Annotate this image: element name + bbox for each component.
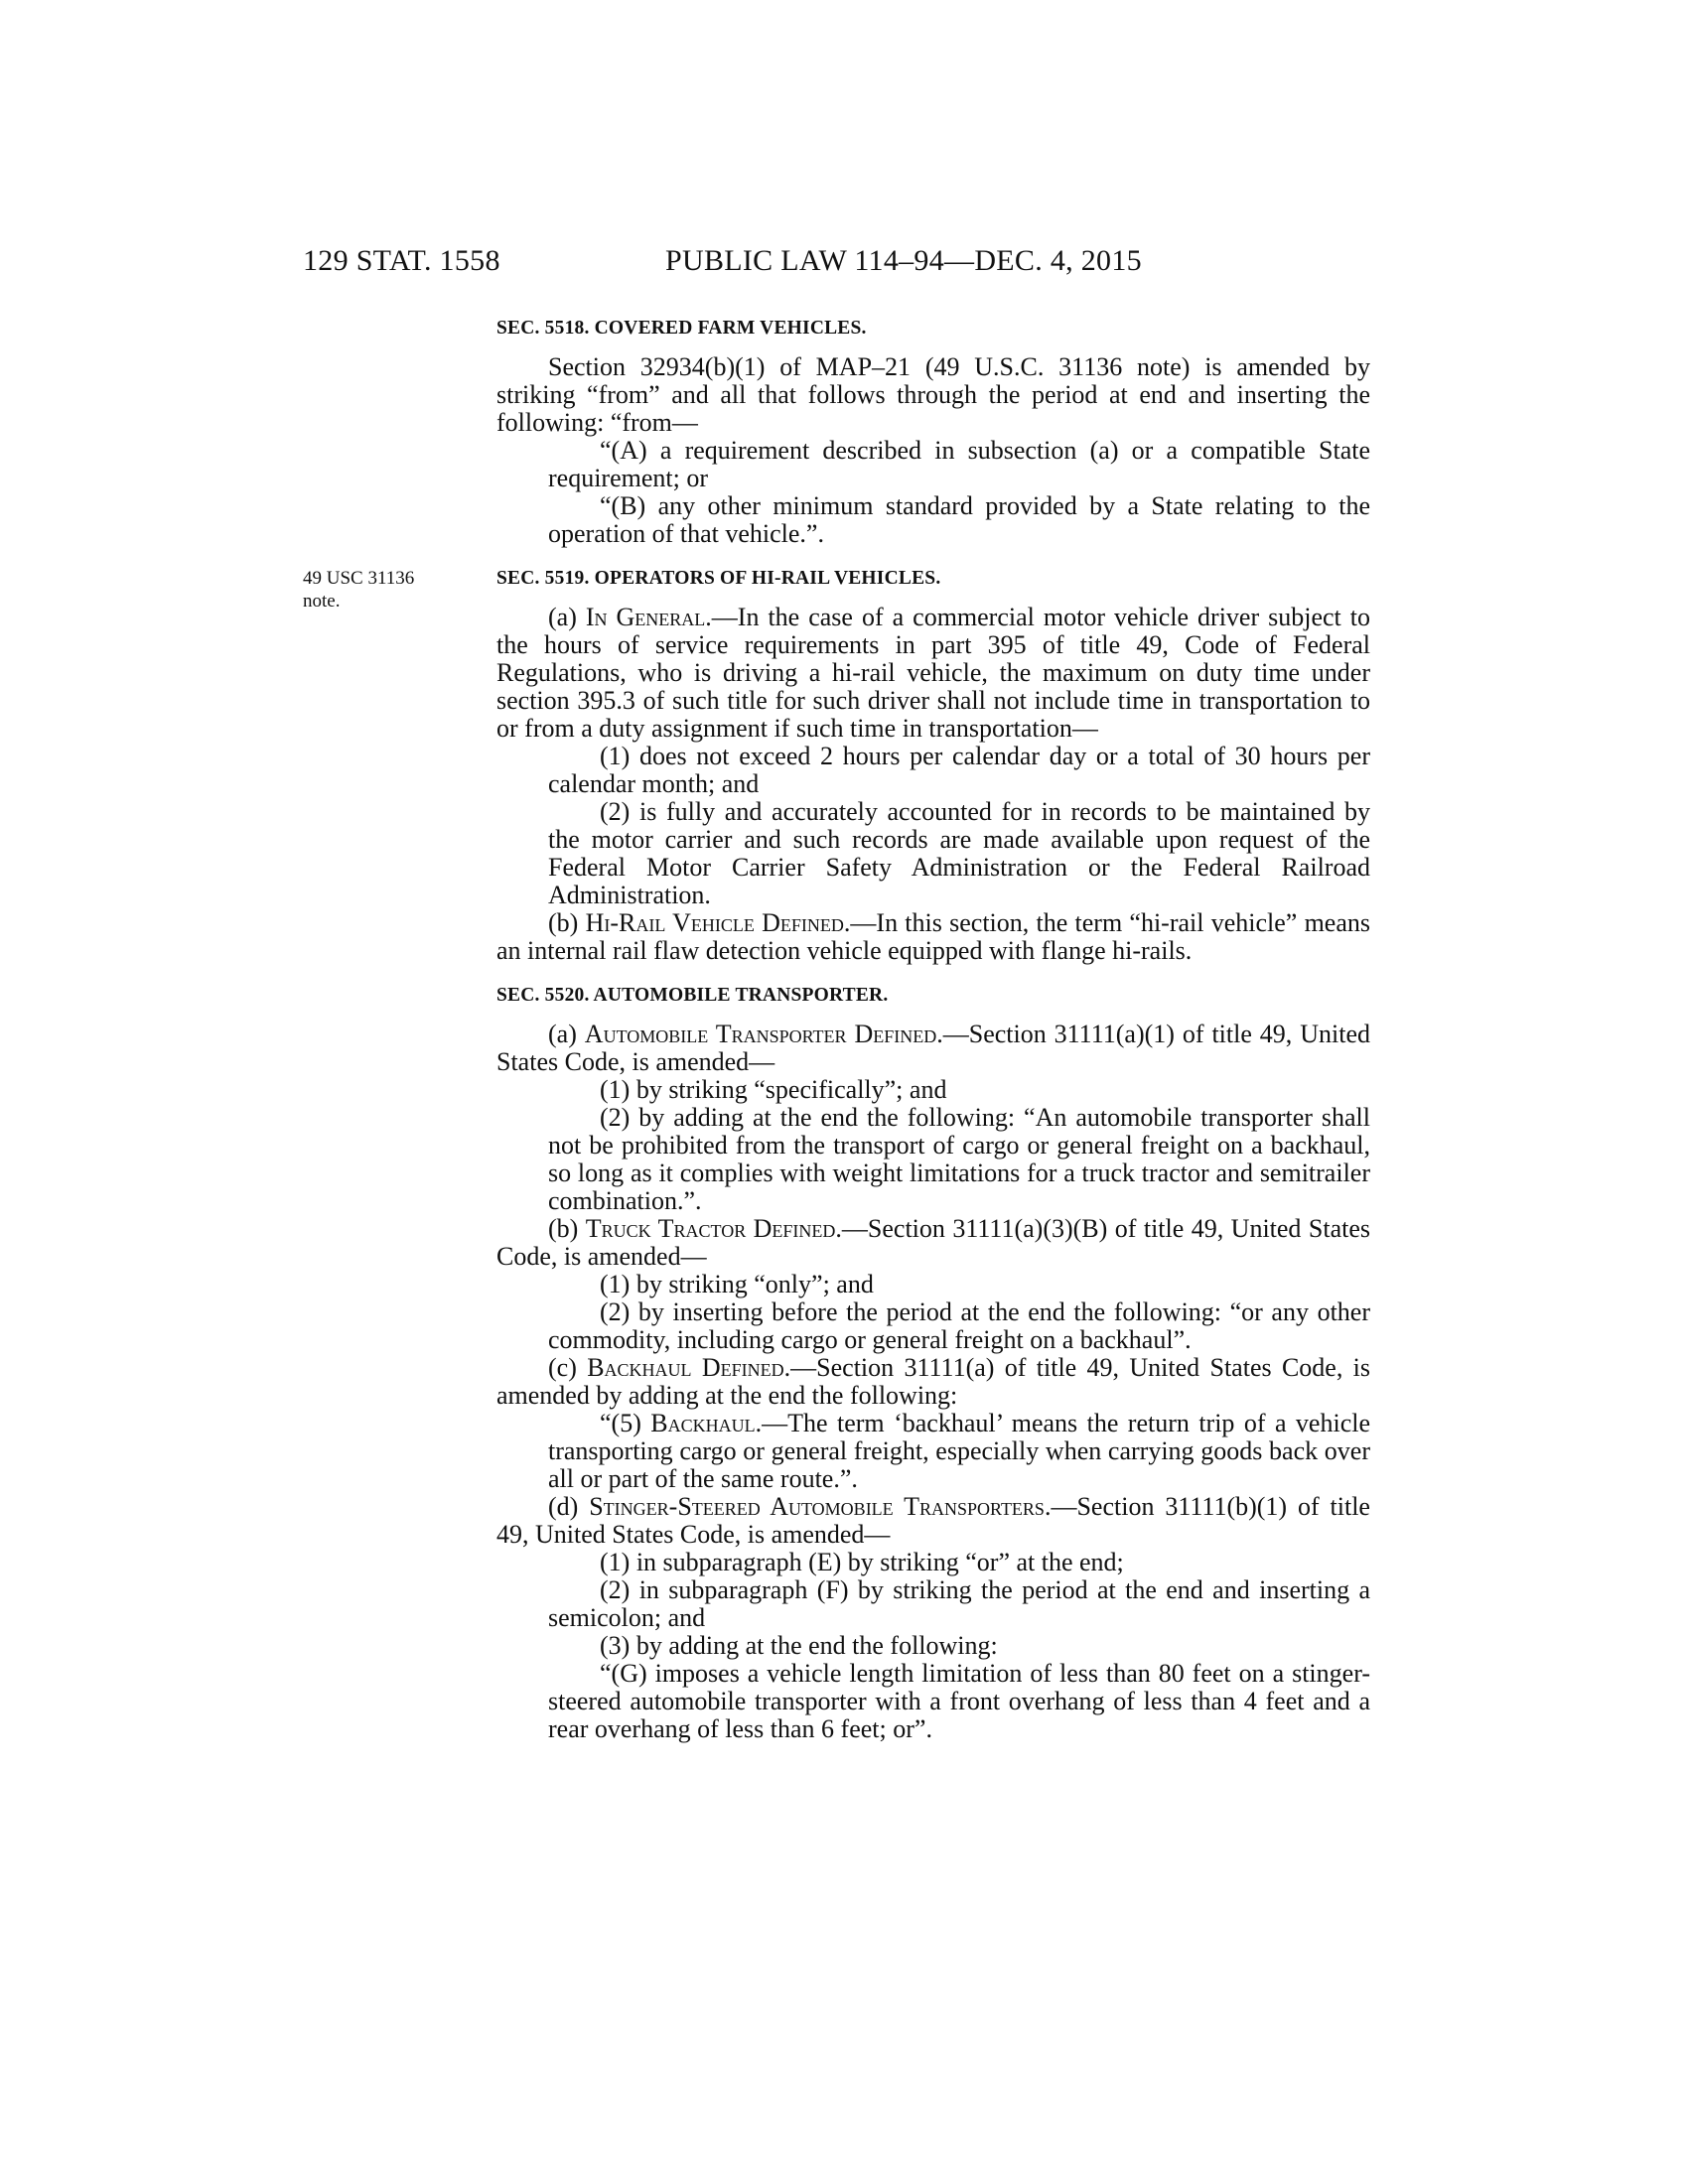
paragraph-text: .—Section 31111(b)(1) of title 49, United States Code, is amended— xyxy=(496,1492,1370,1549)
paragraph-text: .—Section 31111(a) of title 49, United States Code, is amended by adding at the end the following: xyxy=(496,1353,1371,1410)
subparagraph: “(B) any other minimum standard provided by a State relating to the operation of that vehicle.”. xyxy=(548,491,1370,548)
paragraph xyxy=(496,909,1370,965)
paragraph-term: Stinger-Steered Automobile Transporters xyxy=(589,1492,1045,1521)
subparagraph: (2) by inserting before the period at the end the following: “or any other commodity, including cargo or general freight on a backhaul”. xyxy=(548,1297,1370,1354)
paragraph-term: Backhaul Defined xyxy=(587,1353,784,1382)
subparagraph: (1) by striking “specifically”; and xyxy=(600,1075,947,1104)
paragraph xyxy=(496,1215,1370,1271)
margin-note-line-2: note. xyxy=(303,591,341,612)
section-5520 xyxy=(496,985,1370,1743)
section-heading: SEC. 5519. OPERATORS OF HI-RAIL VEHICLES. xyxy=(496,568,941,589)
paragraph-text: .—In the case of a commercial motor vehicle driver subject to the hours of service requirements in part 395 of title 49, Code of Federal Regulations, who is driving a hi-rail vehicle, the maximum on duty time under section 395.3 of such title for such driver shall not include time in transportation to or from a duty assignment if such time in transportation— xyxy=(496,603,1370,743)
section-5519 xyxy=(496,568,1370,965)
public-law-title: PUBLIC LAW 114–94—DEC. 4, 2015 xyxy=(665,244,1142,277)
subparagraph: (1) by striking “only”; and xyxy=(600,1270,874,1298)
subparagraph: (2) is fully and accurately accounted for in records to be maintained by the motor carrier and such records are made available upon request of the Federal Motor Carrier Safety Administration or the Federal Railroad Administration. xyxy=(548,797,1370,909)
paragraph-prefix: “(5) xyxy=(600,1409,651,1437)
paragraph-term: Truck Tractor Defined xyxy=(585,1214,836,1243)
section-heading: SEC. 5518. COVERED FARM VEHICLES. xyxy=(496,318,867,339)
subparagraph: (2) in subparagraph (F) by striking the period at the end and inserting a semicolon; and xyxy=(548,1575,1370,1632)
paragraph-text: .—Section 31111(a)(3)(B) of title 49, United States Code, is amended— xyxy=(496,1214,1370,1271)
subparagraph: (1) does not exceed 2 hours per calendar day or a total of 30 hours per calendar month; and xyxy=(548,742,1370,798)
subparagraph: “(G) imposes a vehicle length limitation of less than 80 feet on a stinger-steered automobile transporter with a front overhang of less than 4 feet and a rear overhang of less than 6 feet; or”. xyxy=(548,1659,1370,1743)
paragraph-prefix: (a) xyxy=(548,603,586,631)
paragraph-text: .—In this section, the term “hi-rail vehicle” means an internal rail flaw detection vehicle equipped with flange hi-rails. xyxy=(496,908,1371,965)
subparagraph: (3) by adding at the end the following: xyxy=(600,1631,998,1660)
paragraph-prefix: (c) xyxy=(548,1353,588,1382)
paragraph xyxy=(496,1493,1370,1549)
statute-page-number: 129 STAT. 1558 xyxy=(303,244,500,277)
subparagraph xyxy=(496,1410,1370,1493)
running-header xyxy=(303,244,1365,284)
paragraph xyxy=(496,1354,1370,1410)
paragraph-term: Backhaul xyxy=(650,1409,756,1437)
paragraph-prefix: (d) xyxy=(548,1492,590,1521)
paragraph: Section 32934(b)(1) of MAP–21 (49 U.S.C. 31136 note) is amended by striking “from” and all that follows through the period at end and inserting the following: “from— xyxy=(496,352,1370,437)
paragraph-text: .—The term ‘backhaul’ means the return trip of a vehicle transporting cargo or general freight, especially when carrying goods back over all or part of the same route.”. xyxy=(548,1409,1370,1493)
paragraph-prefix: (a) xyxy=(548,1020,585,1048)
subparagraph: (1) in subparagraph (E) by striking “or” at the end; xyxy=(600,1548,1124,1576)
section-5518 xyxy=(496,318,1370,548)
document-body xyxy=(496,318,1370,1743)
paragraph-prefix: (b) xyxy=(548,908,586,937)
margin-note-line-1: 49 USC 31136 xyxy=(303,568,415,589)
paragraph-text: .—Section 31111(a)(1) of title 49, United States Code, is amended— xyxy=(496,1020,1371,1076)
paragraph-term: Hi-Rail Vehicle Defined xyxy=(585,908,844,937)
paragraph-term: Automobile Transporter Defined xyxy=(584,1020,937,1048)
section-heading: SEC. 5520. AUTOMOBILE TRANSPORTER. xyxy=(496,985,889,1006)
subparagraph: “(A) a requirement described in subsection (a) or a compatible State requirement; or xyxy=(548,436,1370,492)
paragraph-term: In General xyxy=(585,603,706,631)
subparagraph: (2) by adding at the end the following: “An automobile transporter shall not be prohibited from the transport of cargo or general freight on a backhaul, so long as it complies with weight limitations for a truck tractor and semitrailer combination.”. xyxy=(548,1103,1370,1215)
paragraph xyxy=(496,604,1370,743)
paragraph-prefix: (b) xyxy=(548,1214,586,1243)
paragraph xyxy=(496,1021,1370,1076)
margin-note xyxy=(303,567,414,613)
